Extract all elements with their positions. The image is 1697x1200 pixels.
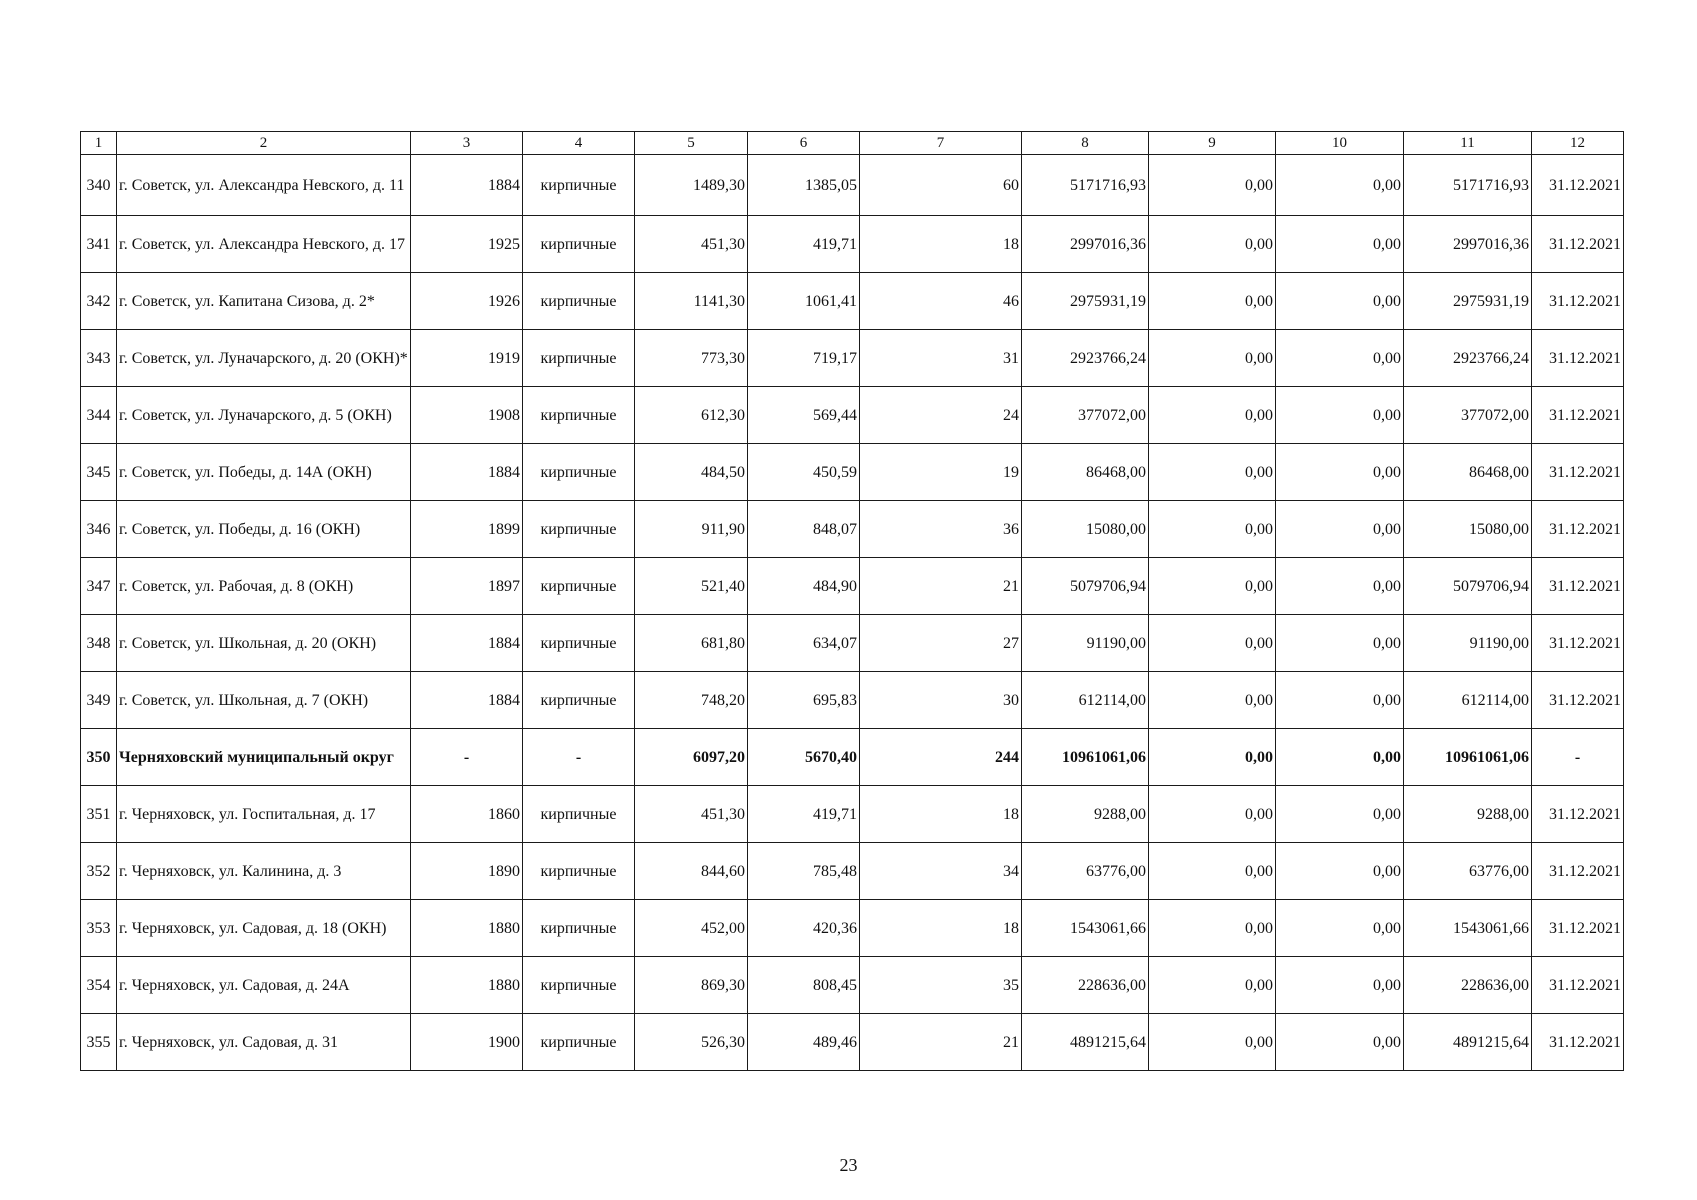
cost-column-9-cell: 0,00	[1149, 387, 1276, 444]
wall-material-cell: кирпичные	[523, 900, 635, 957]
deadline-date-cell: 31.12.2021	[1532, 672, 1624, 729]
cost-total-cell: 91190,00	[1022, 615, 1149, 672]
year-built-cell: 1884	[411, 672, 523, 729]
cost-total-cell: 4891215,64	[1022, 1014, 1149, 1071]
cost-total-cell: 9288,00	[1022, 786, 1149, 843]
living-area-cell: 1385,05	[748, 155, 860, 216]
table-row	[81, 501, 1624, 558]
address-cell: г. Советск, ул. Александра Невского, д. 11	[117, 155, 411, 216]
cost-column-11-cell: 15080,00	[1404, 501, 1532, 558]
wall-material-cell: кирпичные	[523, 330, 635, 387]
wall-material-cell: кирпичные	[523, 615, 635, 672]
column-number-row	[81, 132, 1624, 155]
address-cell: г. Советск, ул. Победы, д. 14А (ОКН)	[117, 444, 411, 501]
cost-column-10-cell: 0,00	[1276, 387, 1404, 444]
table-row	[81, 1014, 1624, 1071]
residents-count-cell: 244	[860, 729, 1022, 786]
cost-total-cell: 2923766,24	[1022, 330, 1149, 387]
deadline-date-cell: 31.12.2021	[1532, 1014, 1624, 1071]
table-body	[81, 132, 1624, 1071]
living-area-cell: 419,71	[748, 786, 860, 843]
address-cell: Черняховский муниципальный округ	[117, 729, 411, 786]
row-number-cell: 355	[81, 1014, 117, 1071]
wall-material-cell: кирпичные	[523, 786, 635, 843]
living-area-cell: 695,83	[748, 672, 860, 729]
cost-column-10-cell: 0,00	[1276, 155, 1404, 216]
column-number: 4	[523, 132, 635, 155]
cost-column-11-cell: 2923766,24	[1404, 330, 1532, 387]
column-number: 7	[860, 132, 1022, 155]
row-number-cell: 354	[81, 957, 117, 1014]
wall-material-cell: кирпичные	[523, 957, 635, 1014]
residents-count-cell: 34	[860, 843, 1022, 900]
table-row	[81, 155, 1624, 216]
cost-column-10-cell: 0,00	[1276, 957, 1404, 1014]
address-cell: г. Советск, ул. Луначарского, д. 5 (ОКН)	[117, 387, 411, 444]
cost-column-9-cell: 0,00	[1149, 729, 1276, 786]
cost-column-10-cell: 0,00	[1276, 900, 1404, 957]
address-cell: г. Советск, ул. Рабочая, д. 8 (ОКН)	[117, 558, 411, 615]
residents-count-cell: 18	[860, 216, 1022, 273]
cost-column-9-cell: 0,00	[1149, 843, 1276, 900]
total-area-cell: 844,60	[635, 843, 748, 900]
address-cell: г. Советск, ул. Капитана Сизова, д. 2*	[117, 273, 411, 330]
deadline-date-cell: 31.12.2021	[1532, 216, 1624, 273]
address-cell: г. Черняховск, ул. Садовая, д. 31	[117, 1014, 411, 1071]
total-area-cell: 484,50	[635, 444, 748, 501]
cost-column-11-cell: 10961061,06	[1404, 729, 1532, 786]
cost-total-cell: 5171716,93	[1022, 155, 1149, 216]
address-cell: г. Черняховск, ул. Садовая, д. 24А	[117, 957, 411, 1014]
year-built-cell: 1897	[411, 558, 523, 615]
row-number-cell: 347	[81, 558, 117, 615]
deadline-date-cell: -	[1532, 729, 1624, 786]
living-area-cell: 420,36	[748, 900, 860, 957]
cost-column-11-cell: 1543061,66	[1404, 900, 1532, 957]
cost-column-9-cell: 0,00	[1149, 273, 1276, 330]
table-row	[81, 273, 1624, 330]
cost-column-10-cell: 0,00	[1276, 273, 1404, 330]
wall-material-cell: -	[523, 729, 635, 786]
cost-column-11-cell: 63776,00	[1404, 843, 1532, 900]
table-row	[81, 843, 1624, 900]
cost-total-cell: 2997016,36	[1022, 216, 1149, 273]
deadline-date-cell: 31.12.2021	[1532, 900, 1624, 957]
address-cell: г. Советск, ул. Александра Невского, д. 17	[117, 216, 411, 273]
year-built-cell: 1899	[411, 501, 523, 558]
cost-column-10-cell: 0,00	[1276, 330, 1404, 387]
column-number: 10	[1276, 132, 1404, 155]
total-area-cell: 612,30	[635, 387, 748, 444]
total-area-cell: 748,20	[635, 672, 748, 729]
residents-count-cell: 31	[860, 330, 1022, 387]
total-area-cell: 521,40	[635, 558, 748, 615]
year-built-cell: -	[411, 729, 523, 786]
living-area-cell: 489,46	[748, 1014, 860, 1071]
cost-column-11-cell: 5171716,93	[1404, 155, 1532, 216]
total-area-cell: 452,00	[635, 900, 748, 957]
year-built-cell: 1919	[411, 330, 523, 387]
cost-total-cell: 612114,00	[1022, 672, 1149, 729]
living-area-cell: 1061,41	[748, 273, 860, 330]
cost-column-9-cell: 0,00	[1149, 615, 1276, 672]
table-row	[81, 387, 1624, 444]
living-area-cell: 719,17	[748, 330, 860, 387]
cost-total-cell: 10961061,06	[1022, 729, 1149, 786]
cost-column-9-cell: 0,00	[1149, 444, 1276, 501]
table-row	[81, 558, 1624, 615]
wall-material-cell: кирпичные	[523, 501, 635, 558]
address-cell: г. Советск, ул. Школьная, д. 20 (ОКН)	[117, 615, 411, 672]
year-built-cell: 1925	[411, 216, 523, 273]
cost-column-9-cell: 0,00	[1149, 558, 1276, 615]
deadline-date-cell: 31.12.2021	[1532, 387, 1624, 444]
cost-column-9-cell: 0,00	[1149, 1014, 1276, 1071]
total-area-cell: 451,30	[635, 786, 748, 843]
page-number: 23	[839, 1155, 858, 1175]
cost-column-10-cell: 0,00	[1276, 444, 1404, 501]
total-area-cell: 451,30	[635, 216, 748, 273]
address-cell: г. Советск, ул. Школьная, д. 7 (ОКН)	[117, 672, 411, 729]
cost-total-cell: 15080,00	[1022, 501, 1149, 558]
cost-column-10-cell: 0,00	[1276, 216, 1404, 273]
deadline-date-cell: 31.12.2021	[1532, 843, 1624, 900]
cost-total-cell: 2975931,19	[1022, 273, 1149, 330]
cost-column-10-cell: 0,00	[1276, 786, 1404, 843]
residents-count-cell: 27	[860, 615, 1022, 672]
address-cell: г. Черняховск, ул. Калинина, д. 3	[117, 843, 411, 900]
row-number-cell: 341	[81, 216, 117, 273]
column-number: 1	[81, 132, 117, 155]
wall-material-cell: кирпичные	[523, 155, 635, 216]
row-number-cell: 346	[81, 501, 117, 558]
year-built-cell: 1926	[411, 273, 523, 330]
wall-material-cell: кирпичные	[523, 216, 635, 273]
total-area-cell: 911,90	[635, 501, 748, 558]
row-number-cell: 350	[81, 729, 117, 786]
cost-column-9-cell: 0,00	[1149, 786, 1276, 843]
residents-count-cell: 18	[860, 900, 1022, 957]
address-cell: г. Советск, ул. Луначарского, д. 20 (ОКН)*	[117, 330, 411, 387]
row-number-cell: 344	[81, 387, 117, 444]
residents-count-cell: 21	[860, 1014, 1022, 1071]
column-number: 12	[1532, 132, 1624, 155]
deadline-date-cell: 31.12.2021	[1532, 786, 1624, 843]
living-area-cell: 450,59	[748, 444, 860, 501]
table-row	[81, 900, 1624, 957]
table-row	[81, 672, 1624, 729]
residents-count-cell: 18	[860, 786, 1022, 843]
wall-material-cell: кирпичные	[523, 1014, 635, 1071]
cost-column-11-cell: 4891215,64	[1404, 1014, 1532, 1071]
column-number: 9	[1149, 132, 1276, 155]
living-area-cell: 808,45	[748, 957, 860, 1014]
residents-count-cell: 24	[860, 387, 1022, 444]
total-area-cell: 1141,30	[635, 273, 748, 330]
wall-material-cell: кирпичные	[523, 387, 635, 444]
address-cell: г. Черняховск, ул. Садовая, д. 18 (ОКН)	[117, 900, 411, 957]
wall-material-cell: кирпичные	[523, 672, 635, 729]
row-number-cell: 340	[81, 155, 117, 216]
cost-column-10-cell: 0,00	[1276, 1014, 1404, 1071]
cost-column-11-cell: 5079706,94	[1404, 558, 1532, 615]
column-number: 5	[635, 132, 748, 155]
row-number-cell: 343	[81, 330, 117, 387]
residents-count-cell: 19	[860, 444, 1022, 501]
year-built-cell: 1860	[411, 786, 523, 843]
row-number-cell: 353	[81, 900, 117, 957]
residents-count-cell: 36	[860, 501, 1022, 558]
total-area-cell: 6097,20	[635, 729, 748, 786]
column-number: 3	[411, 132, 523, 155]
cost-column-9-cell: 0,00	[1149, 957, 1276, 1014]
living-area-cell: 848,07	[748, 501, 860, 558]
deadline-date-cell: 31.12.2021	[1532, 501, 1624, 558]
residents-count-cell: 60	[860, 155, 1022, 216]
cost-column-9-cell: 0,00	[1149, 216, 1276, 273]
row-number-cell: 345	[81, 444, 117, 501]
cost-column-9-cell: 0,00	[1149, 900, 1276, 957]
table-row	[81, 444, 1624, 501]
housing-register-table	[80, 131, 1624, 1071]
column-number: 2	[117, 132, 411, 155]
cost-column-9-cell: 0,00	[1149, 330, 1276, 387]
year-built-cell: 1884	[411, 615, 523, 672]
total-area-cell: 681,80	[635, 615, 748, 672]
cost-column-11-cell: 377072,00	[1404, 387, 1532, 444]
year-built-cell: 1880	[411, 957, 523, 1014]
living-area-cell: 569,44	[748, 387, 860, 444]
cost-column-9-cell: 0,00	[1149, 672, 1276, 729]
cost-total-cell: 377072,00	[1022, 387, 1149, 444]
living-area-cell: 5670,40	[748, 729, 860, 786]
table-row	[81, 216, 1624, 273]
wall-material-cell: кирпичные	[523, 558, 635, 615]
residents-count-cell: 21	[860, 558, 1022, 615]
table-row	[81, 330, 1624, 387]
deadline-date-cell: 31.12.2021	[1532, 558, 1624, 615]
residents-count-cell: 46	[860, 273, 1022, 330]
cost-column-10-cell: 0,00	[1276, 615, 1404, 672]
cost-column-9-cell: 0,00	[1149, 155, 1276, 216]
cost-column-10-cell: 0,00	[1276, 501, 1404, 558]
year-built-cell: 1884	[411, 155, 523, 216]
residents-count-cell: 35	[860, 957, 1022, 1014]
row-number-cell: 349	[81, 672, 117, 729]
cost-column-11-cell: 612114,00	[1404, 672, 1532, 729]
cost-total-cell: 5079706,94	[1022, 558, 1149, 615]
total-area-cell: 526,30	[635, 1014, 748, 1071]
year-built-cell: 1880	[411, 900, 523, 957]
deadline-date-cell: 31.12.2021	[1532, 444, 1624, 501]
wall-material-cell: кирпичные	[523, 444, 635, 501]
cost-column-11-cell: 86468,00	[1404, 444, 1532, 501]
living-area-cell: 634,07	[748, 615, 860, 672]
table-row	[81, 786, 1624, 843]
cost-column-9-cell: 0,00	[1149, 501, 1276, 558]
address-cell: г. Черняховск, ул. Госпитальная, д. 17	[117, 786, 411, 843]
row-number-cell: 351	[81, 786, 117, 843]
table-row	[81, 615, 1624, 672]
cost-column-11-cell: 228636,00	[1404, 957, 1532, 1014]
deadline-date-cell: 31.12.2021	[1532, 273, 1624, 330]
deadline-date-cell: 31.12.2021	[1532, 330, 1624, 387]
living-area-cell: 484,90	[748, 558, 860, 615]
living-area-cell: 785,48	[748, 843, 860, 900]
address-cell: г. Советск, ул. Победы, д. 16 (ОКН)	[117, 501, 411, 558]
cost-column-11-cell: 2997016,36	[1404, 216, 1532, 273]
year-built-cell: 1884	[411, 444, 523, 501]
cost-column-11-cell: 91190,00	[1404, 615, 1532, 672]
column-number: 6	[748, 132, 860, 155]
subtotal-row	[81, 729, 1624, 786]
total-area-cell: 773,30	[635, 330, 748, 387]
row-number-cell: 352	[81, 843, 117, 900]
table-row	[81, 957, 1624, 1014]
year-built-cell: 1908	[411, 387, 523, 444]
cost-total-cell: 86468,00	[1022, 444, 1149, 501]
cost-total-cell: 1543061,66	[1022, 900, 1149, 957]
year-built-cell: 1890	[411, 843, 523, 900]
wall-material-cell: кирпичные	[523, 273, 635, 330]
cost-column-11-cell: 2975931,19	[1404, 273, 1532, 330]
column-number: 8	[1022, 132, 1149, 155]
cost-total-cell: 63776,00	[1022, 843, 1149, 900]
deadline-date-cell: 31.12.2021	[1532, 155, 1624, 216]
cost-column-11-cell: 9288,00	[1404, 786, 1532, 843]
total-area-cell: 869,30	[635, 957, 748, 1014]
cost-column-10-cell: 0,00	[1276, 843, 1404, 900]
deadline-date-cell: 31.12.2021	[1532, 615, 1624, 672]
cost-column-10-cell: 0,00	[1276, 558, 1404, 615]
row-number-cell: 342	[81, 273, 117, 330]
living-area-cell: 419,71	[748, 216, 860, 273]
cost-column-10-cell: 0,00	[1276, 672, 1404, 729]
total-area-cell: 1489,30	[635, 155, 748, 216]
wall-material-cell: кирпичные	[523, 843, 635, 900]
cost-column-10-cell: 0,00	[1276, 729, 1404, 786]
cost-total-cell: 228636,00	[1022, 957, 1149, 1014]
deadline-date-cell: 31.12.2021	[1532, 957, 1624, 1014]
residents-count-cell: 30	[860, 672, 1022, 729]
column-number: 11	[1404, 132, 1532, 155]
row-number-cell: 348	[81, 615, 117, 672]
year-built-cell: 1900	[411, 1014, 523, 1071]
